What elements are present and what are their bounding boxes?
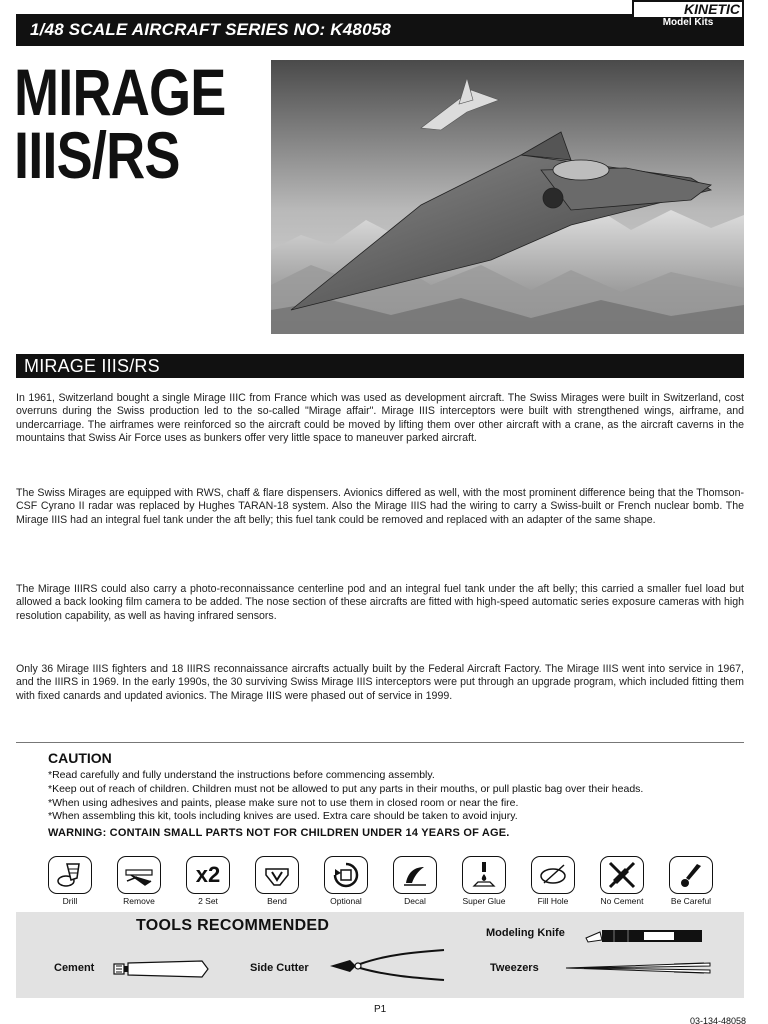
symbol-label: Optional	[330, 896, 362, 906]
document-code: 03-134-48058	[690, 1016, 747, 1024]
title-line-2: IIIS/RS	[14, 118, 180, 192]
decal-icon	[393, 856, 437, 894]
history-paragraph-4: Only 36 Mirage IIIS fighters and 18 IIIRS reconnaissance aircrafts actually built by the Federal Aircraft Factory. The Mirage IIIS went into service in 1967, and the IIIRS in 1969. In the early 1990s, the 30 surviving Swiss Mirage IIIS interceptors were put through an upgrade program, which included fitting them with fixed canards and updated avionics. The Mirage IIIS were phased out of service in 1999.	[16, 663, 744, 702]
tools-panel	[16, 912, 744, 998]
cement-tube-icon	[112, 958, 212, 980]
symbol-fill-hole	[526, 856, 580, 906]
series-number: 1/48 SCALE AIRCRAFT SERIES NO: K48058	[30, 20, 392, 39]
age-warning: WARNING: CONTAIN SMALL PARTS NOT FOR CHILDREN UNDER 14 YEARS OF AGE.	[48, 827, 510, 839]
header-bar	[16, 1, 744, 46]
modeling-knife-icon	[584, 924, 708, 948]
bend-icon	[255, 856, 299, 894]
caution-line: *When assembling this kit, tools including knives are used. Extra care should be taken to avoid injury.	[48, 810, 518, 823]
symbol-be-careful	[664, 856, 718, 906]
symbol-label: No Cement	[600, 896, 644, 906]
fill-hole-icon	[531, 856, 575, 894]
symbol-label: Be Careful	[670, 896, 712, 906]
title-line-1: MIRAGE	[14, 55, 226, 129]
tool-label-modeling-knife: Modeling Knife	[486, 927, 565, 939]
symbol-label: Bend	[267, 896, 287, 906]
super-glue-icon	[462, 856, 506, 894]
symbol-two-set	[181, 856, 235, 906]
brand-sub: Model Kits	[634, 17, 742, 29]
symbol-drill	[43, 856, 97, 906]
symbol-no-cement	[595, 856, 649, 906]
two-set-icon	[186, 856, 230, 894]
optional-icon	[324, 856, 368, 894]
symbol-decal	[388, 856, 442, 906]
caution-line: *Keep out of reach of children. Children must not be allowed to put any parts in their mouths, or pull plastic bag over their heads.	[48, 782, 644, 795]
remove-icon	[117, 856, 161, 894]
tweezers-icon	[564, 960, 712, 976]
hero-image	[271, 60, 744, 334]
history-paragraph-2: The Swiss Mirages are equipped with RWS, chaff & flare dispensers. Avionics differed as well, with the most prominent difference being that the Thomson-CSF Cyrano II radar was replaced by Hughes TARAN-18 system. Also the Mirage IIIS had the wiring to carry a Swiss-built or French nuclear bomb. The Mirage IIIS had an integral fuel tank under the aft belly; this fuel tank could be removed and replaced with an adapter of the same shape.	[16, 487, 744, 526]
section-title: MIRAGE IIIS/RS	[24, 356, 160, 376]
symbol-label: Drill	[62, 896, 78, 906]
divider	[16, 742, 744, 743]
caution-line: *Read carefully and fully understand the instructions before commencing assembly.	[48, 769, 435, 781]
symbol-remove	[112, 856, 166, 906]
no-cement-icon	[600, 856, 644, 894]
tool-label-cement: Cement	[54, 962, 95, 974]
symbol-bend	[250, 856, 304, 906]
kinetic-logo	[632, 0, 744, 30]
tool-label-tweezers: Tweezers	[490, 962, 539, 974]
symbol-label: Fill Hole	[537, 896, 569, 906]
caution-line: *When using adhesives and paints, please make sure not to use them in closed room or near the fire.	[48, 796, 519, 809]
two-set-glyph: x2	[195, 862, 221, 887]
tool-label-side-cutter: Side Cutter	[250, 962, 309, 974]
caution-title: CAUTION	[48, 750, 112, 766]
symbol-legend	[40, 856, 720, 910]
symbol-super-glue	[457, 856, 511, 906]
symbol-label: Remove	[123, 896, 155, 906]
be-careful-icon	[669, 856, 713, 894]
section-header	[16, 354, 744, 378]
symbol-label: Decal	[404, 896, 426, 906]
symbol-optional	[319, 856, 373, 906]
symbol-label: 2 Set	[198, 896, 218, 906]
drill-icon	[48, 856, 92, 894]
caution-list	[48, 769, 748, 824]
page-number: P1	[374, 1004, 387, 1015]
history-paragraph-1: In 1961, Switzerland bought a single Mirage IIIC from France which was used as development aircraft. The Swiss Mirages were built in Switzerland, cost overruns during the Swiss production led to the so-called "Mirage affair". Mirage IIIS interceptors were built with strengthened wings, airframe, and undercarriage. The airframes were reinforced so the aircraft could be moved by lifting them over other aircraft with a crane, as the aircraft caverns in the mountains that Swiss Air Force uses as bunkers offer very little space to maneuver parked aircraft.	[16, 392, 744, 445]
symbol-label: Super Glue	[462, 896, 506, 906]
side-cutter-icon	[328, 946, 448, 982]
brand-name: KINETIC	[684, 1, 740, 17]
history-paragraph-3: The Mirage IIIRS could also carry a photo-reconnaissance centerline pod and an integral fuel tank under the aft belly; this carried a smaller fuel load but allowed a back looking film camera to be added. The nose section of these aircrafts are fitted with high-speed automatic series exposure cameras with high resolution capability, as well as having infrared sensors.	[16, 583, 744, 622]
tools-title: TOOLS RECOMMENDED	[136, 917, 330, 934]
